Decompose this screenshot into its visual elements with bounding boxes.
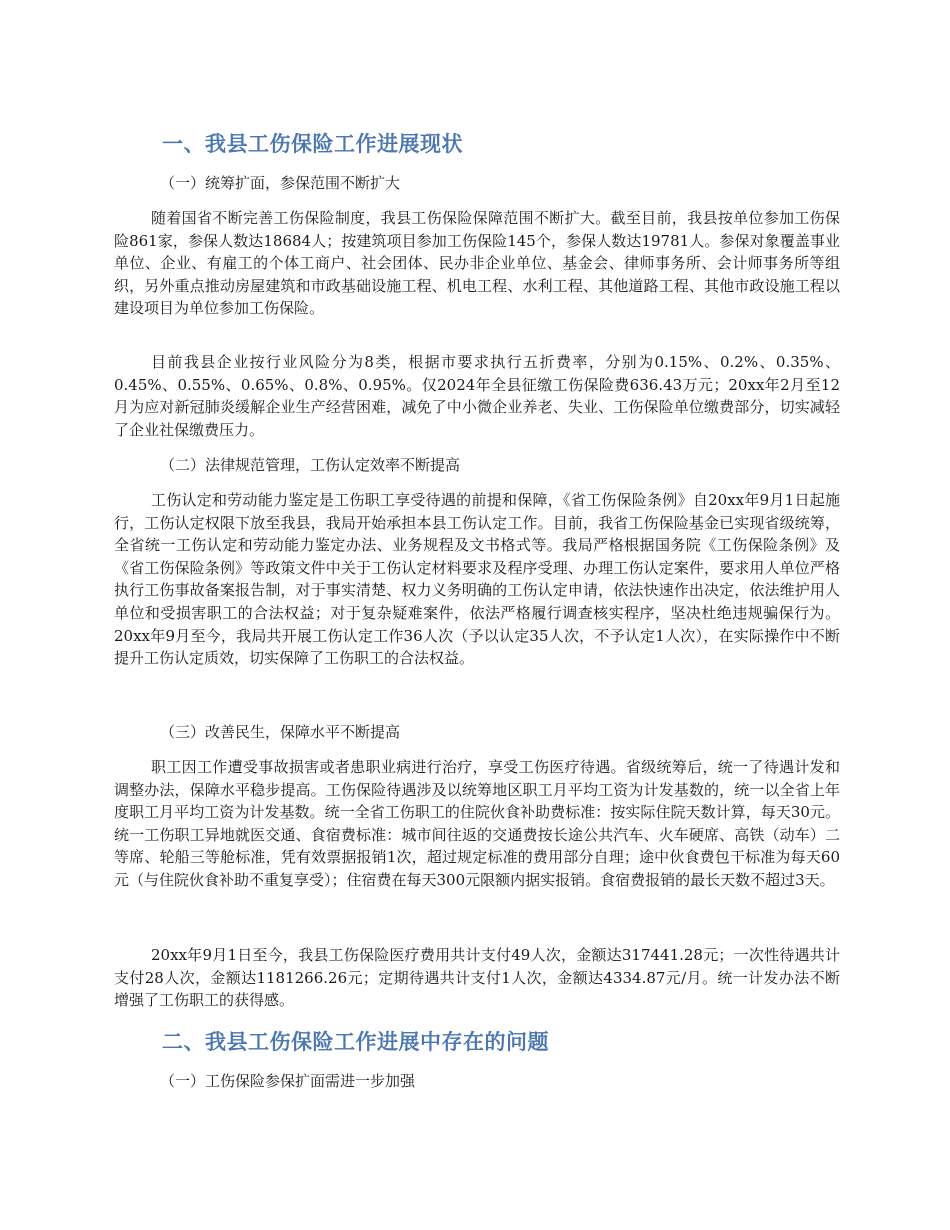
subsection-title-1-3: （三）改善民生，保障水平不断提高 (160, 723, 401, 741)
section-heading-2: 二、我县工伤保险工作进展中存在的问题 (162, 1030, 549, 1054)
paragraph-premium-rates: 目前我县企业按行业风险分为8类，根据市要求执行五折费率，分别为0.15%、0.2%、0.35%、0.45%、0.55%、0.65%、0.8%、0.95%。仅2024年全县征缴工伤保险费636.43万元；20xx年2月至12月为应对新冠肺炎缓解企业生产经营困难，减免了中小微企业养老、失业、工伤保险单位缴费部分，切实减轻了企业社保缴费压力。 (114, 353, 840, 439)
subsection-title-1-2: （二）法律规范管理，工伤认定效率不断提高 (160, 456, 461, 474)
subsection-title-1-1: （一）统筹扩面，参保范围不断扩大 (160, 174, 401, 192)
section-heading-1: 一、我县工伤保险工作进展现状 (162, 132, 463, 156)
paragraph-injury-recognition: 工伤认定和劳动能力鉴定是工伤职工享受待遇的前提和保障，《省工伤保险条例》自20xx年9月1日起施行，工伤认定权限下放至我县，我局开始承担本县工伤认定工作。目前，我省工伤保险基金已实现省级统筹，全省统一工伤认定和劳动能力鉴定办法、业务规程及文书格式等。我局严格根据国务院《工伤保险条例》及《省工伤保险条例》等政策文件中关于工伤认定材料要求及程序受理、办理工伤认定案件，要求用人单位严格执行工伤事故备案报告制，对于事实清楚、权力义务明确的工伤认定申请，依法快速作出决定，依法维护用人单位和受损害职工的合法权益；对于复杂疑难案件，依法严格履行调查核实程序，坚决杜绝违规骗保行为。20xx年9月至今，我局共开展工伤认定工作36人次（予以认定35人次，不予认定1人次），在实际操作中不断提升工伤认定质效，切实保障了工伤职工的合法权益。 (114, 491, 840, 668)
paragraph-benefits: 职工因工作遭受事故损害或者患职业病进行治疗，享受工伤医疗待遇。省级统筹后，统一了待遇计发和调整办法，保障水平稳步提高。工伤保险待遇涉及以统筹地区职工月平均工资为计发基数的，统一以全省上年度职工月平均工资为计发基数。统一全省工伤职工的住院伙食补助费标准：按实际住院天数计算，每天30元。统一工伤职工异地就医交通、食宿费标准：城市间往返的交通费按长途公共汽车、火车硬席、高铁（动车）二等席、轮船三等舱标准，凭有效票据报销1次，超过规定标准的费用部分自理；途中伙食费包干标准为每天60元（与住院伙食补助不重复享受）；住宿费在每天300元限额内据实报销。食宿费报销的最长天数不超过3天。 (114, 758, 840, 889)
subsection-title-2-1: （一）工伤保险参保扩面需进一步加强 (160, 1072, 416, 1090)
paragraph-coverage: 随着国省不断完善工伤保险制度，我县工伤保险保障范围不断扩大。截至目前，我县按单位参加工伤保险861家，参保人数达18684人；按建筑项目参加工伤保险145个，参保人数达19781人。参保对象覆盖事业单位、企业、有雇工的个体工商户、社会团体、民办非企业单位、基金会、律师事务所、会计师事务所等组织，另外重点推动房屋建筑和市政基础设施工程、机电工程、水利工程、其他道路工程、其他市政设施工程以建设项目为单位参加工伤保险。 (114, 209, 840, 318)
paragraph-payments: 20xx年9月1日至今，我县工伤保险医疗费用共计支付49人次，金额达317441.28元；一次性待遇共计支付28人次，金额达1181266.26元；定期待遇共计支付1人次，金额达4334.87元/月。统一计发办法不断增强了工伤职工的获得感。 (114, 946, 840, 1010)
